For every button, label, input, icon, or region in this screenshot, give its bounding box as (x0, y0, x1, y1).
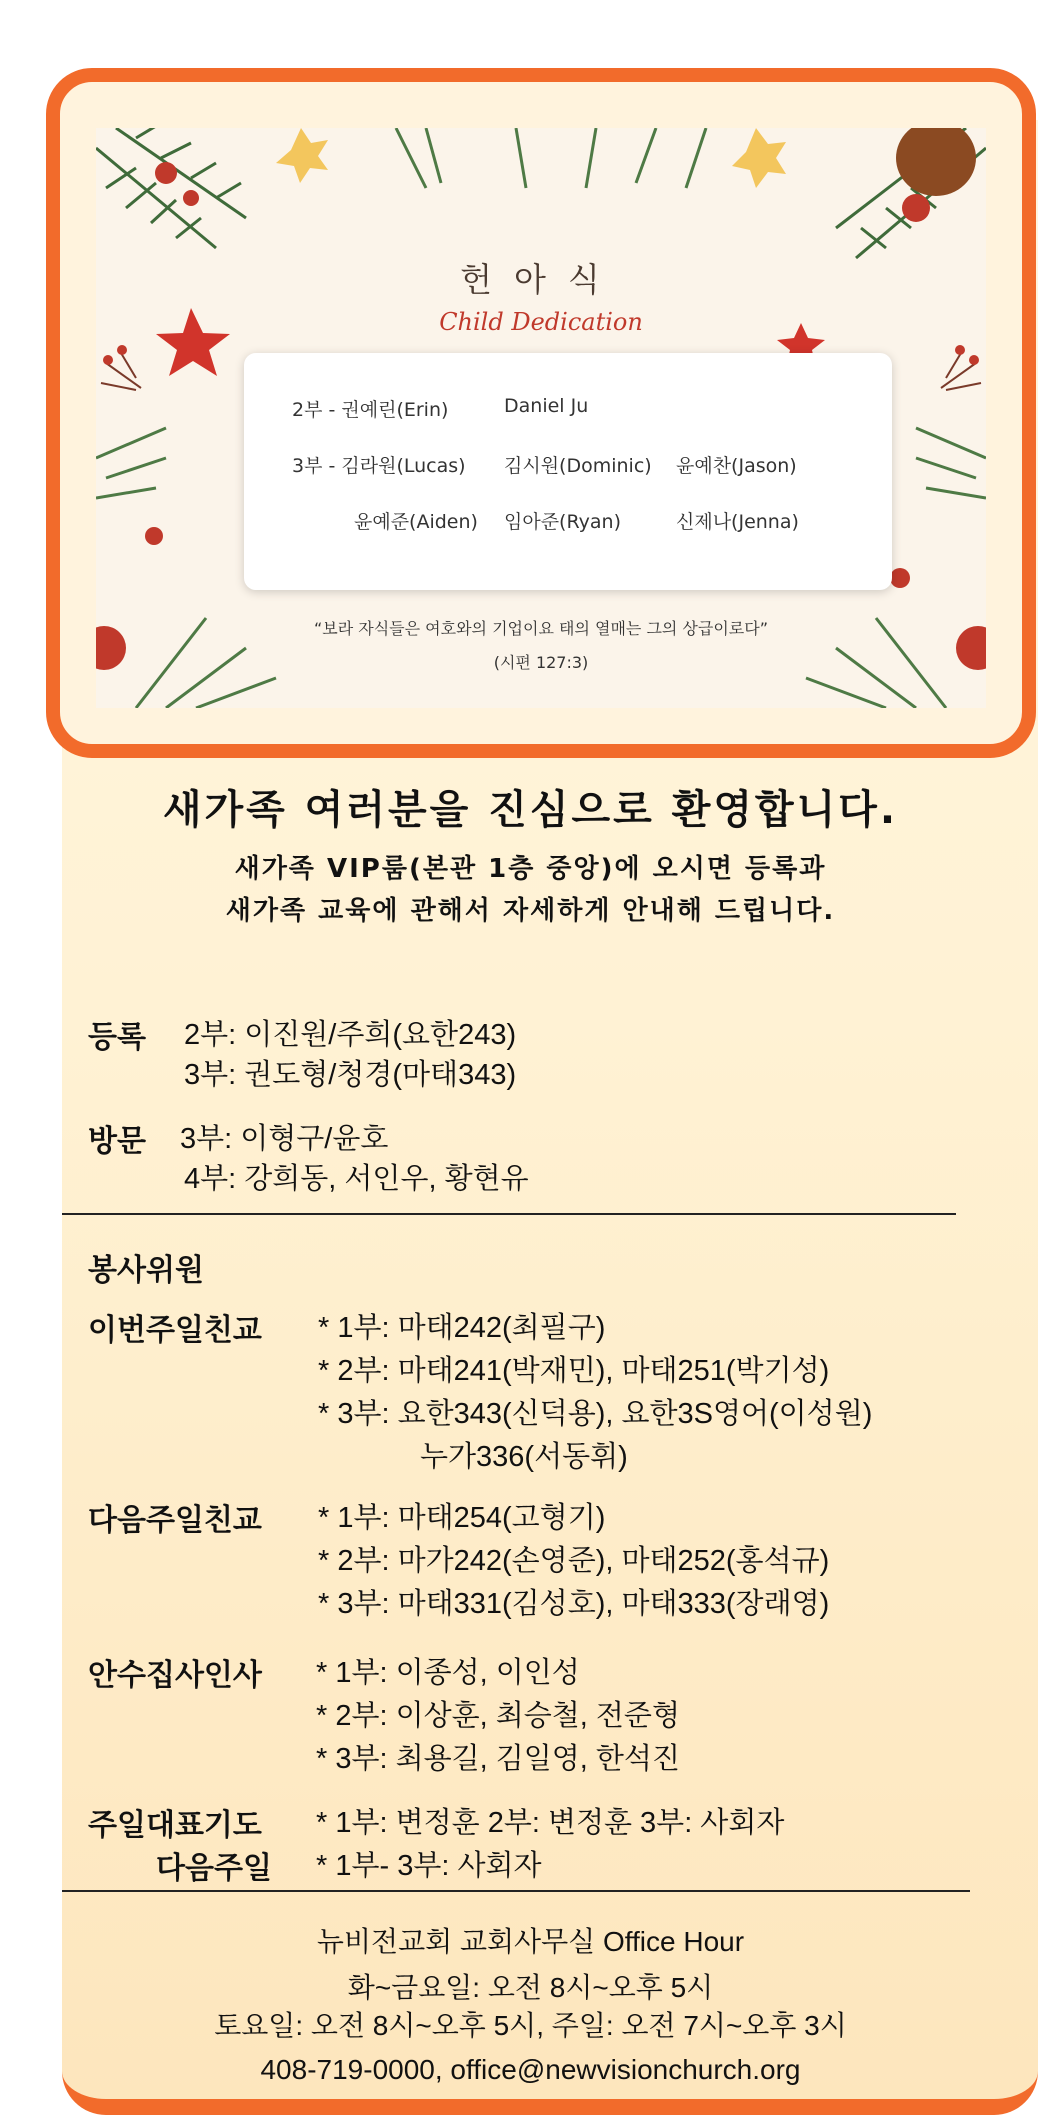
visit-line: 3부: 이형구/윤호 (180, 1123, 389, 1155)
dedication-subtitle: Child Dedication (439, 308, 643, 336)
registration-line: 3부: 권도형/청경(마태343) (184, 1059, 517, 1091)
dedication-title: 헌아식 (460, 260, 622, 299)
schedule-line: * 3부: 마태331(김성호), 마태333(장래영) (318, 1588, 830, 1620)
schedule-line: * 3부: 최용길, 김일영, 한석진 (316, 1743, 680, 1775)
dedication-name: 임아준(Ryan) (504, 511, 621, 533)
child-dedication-card (46, 68, 1036, 758)
dedication-verse: “보라 자식들은 여호와의 기업이요 태의 열매는 그의 상급이로다” (313, 619, 769, 638)
dedication-name: 김시원(Dominic) (504, 455, 652, 477)
divider (62, 1890, 970, 1892)
schedule-line: * 1부: 마태242(최필구) (318, 1312, 606, 1344)
dedication-name: 3부 - 김라원(Lucas) (292, 455, 466, 477)
schedule-line: * 2부: 마태241(박재민), 마태251(박기성) (318, 1355, 830, 1387)
schedule-line: * 1부- 3부: 사회자 (316, 1850, 542, 1882)
office-hours-weekday: 화~금요일: 오전 8시~오후 5시 (347, 1972, 714, 2003)
visit-label: 방문 (88, 1125, 146, 1158)
dedication-names-box (244, 353, 892, 590)
welcome-line-2: 새가족 교육에 관해서 자세하게 안내해 드립니다. (225, 896, 836, 926)
schedule-line: * 1부: 변정훈 2부: 변정훈 3부: 사회자 (316, 1807, 785, 1839)
dedication-name: 윤예찬(Jason) (676, 455, 797, 477)
ordination-greeting-label: 안수집사인사 (88, 1659, 262, 1692)
schedule-line: * 1부: 이종성, 이인성 (316, 1657, 580, 1689)
dedication-image (96, 128, 986, 708)
schedule-line: * 2부: 마가242(손영준), 마태252(홍석규) (318, 1545, 830, 1577)
dedication-name: 신제나(Jenna) (676, 511, 799, 533)
office-contact: 408-719-0000, office@newvisionchurch.org (260, 2054, 801, 2085)
prayer-next-week-label: 다음주일 (156, 1852, 272, 1885)
office-hours-weekend: 토요일: 오전 8시~오후 5시, 주일: 오전 7시~오후 3시 (214, 2010, 847, 2041)
schedule-line: * 2부: 이상훈, 최승철, 전준형 (316, 1700, 680, 1732)
schedule-line: * 3부: 요한343(신덕용), 요한3S영어(이성원) (318, 1398, 873, 1430)
dedication-name: 윤예준(Aiden) (354, 511, 478, 533)
registration-line: 2부: 이진원/주희(요한243) (184, 1019, 517, 1051)
prayer-label: 주일대표기도 (88, 1809, 262, 1842)
registration-label: 등록 (88, 1021, 146, 1054)
dedication-verse-ref: (시편 127:3) (493, 653, 589, 672)
welcome-line-1: 새가족 VIP룸(본관 1층 중앙)에 오시면 등록과 (234, 854, 827, 884)
divider (62, 1213, 956, 1215)
office-title: 뉴비전교회 교회사무실 Office Hour (316, 1926, 745, 1957)
dedication-name: 2부 - 권예린(Erin) (292, 399, 449, 421)
next-week-fellowship-label: 다음주일친교 (88, 1504, 262, 1537)
schedule-line: 누가336(서동휘) (420, 1441, 628, 1473)
visit-line: 4부: 강희동, 서인우, 황현유 (184, 1163, 529, 1195)
this-week-fellowship-label: 이번주일친교 (88, 1314, 262, 1347)
schedule-line: * 1부: 마태254(고형기) (318, 1502, 606, 1534)
dedication-name: Daniel Ju (504, 395, 589, 417)
volunteers-heading: 봉사위원 (88, 1254, 204, 1287)
welcome-headline: 새가족 여러분을 진심으로 환영합니다. (162, 787, 899, 833)
